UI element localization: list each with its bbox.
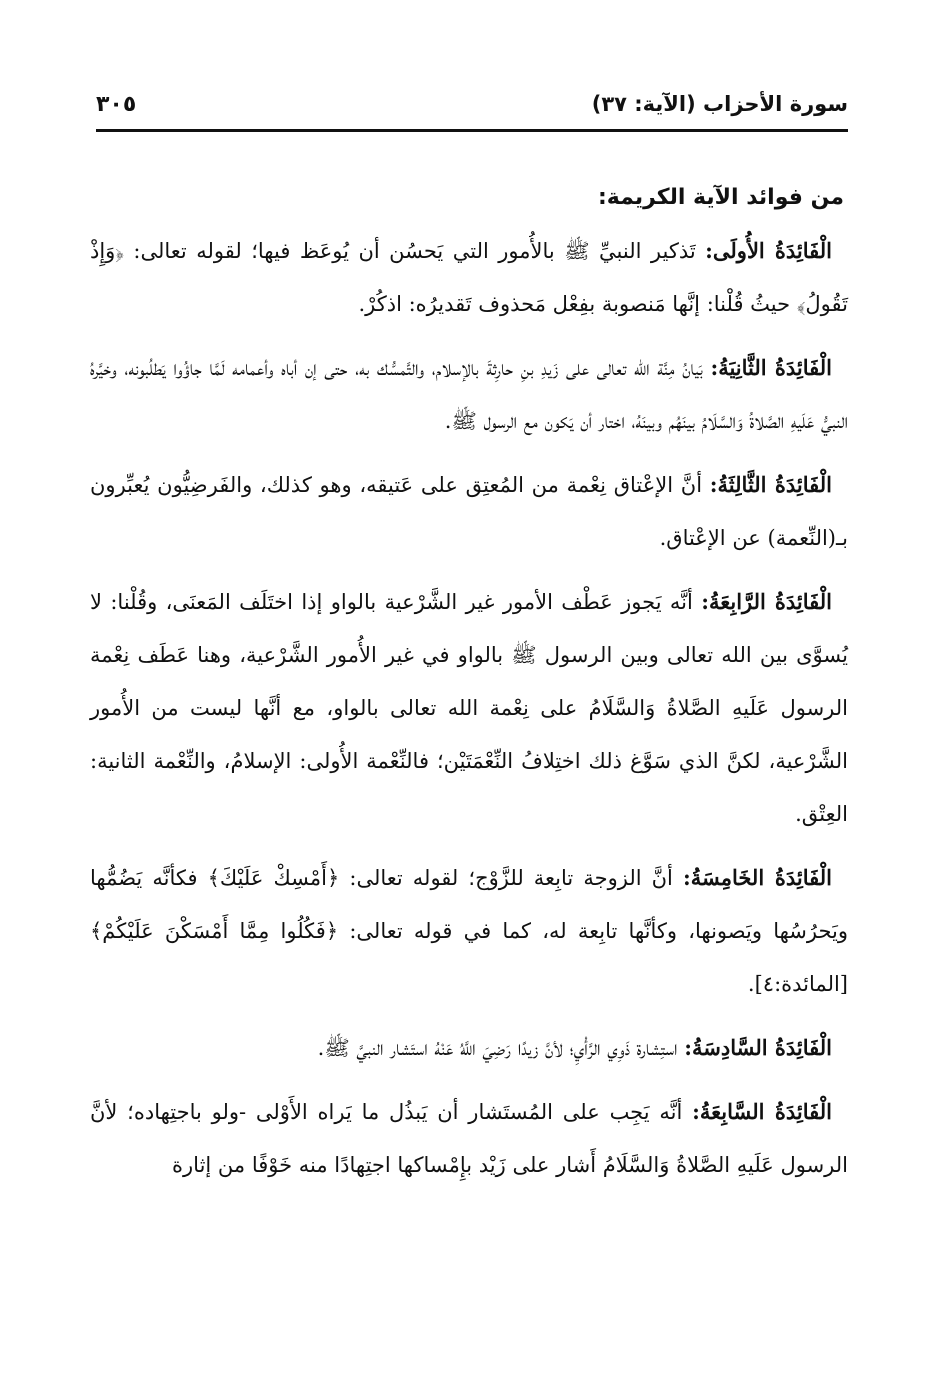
page-number: ٣٠٥ — [96, 92, 137, 117]
page-body — [90, 178, 848, 1202]
benefit-3-label: الْفَائِدَةُ الثَّالِثَةُ: — [709, 472, 832, 497]
running-title: سورة الأحزاب (الآية: ٣٧) — [591, 92, 848, 116]
benefit-4-label: الْفَائِدَةُ الرَّابِعَةُ: — [701, 589, 833, 614]
benefit-1-paragraph — [90, 224, 848, 331]
benefit-6-paragraph — [90, 1021, 848, 1075]
benefit-6-label: الْفَائِدَةُ السَّادِسَةُ: — [684, 1035, 832, 1060]
benefit-5-label: الْفَائِدَةُ الخَامِسَةُ: — [682, 865, 832, 890]
benefit-5-text: أنَّ الزوجة تابِعة للزَّوْج؛ لقوله تعالى: ﴿أَمْسِكْ عَلَيْكَ﴾ فكأنَّه يَضُمُّها ويَحرُسُها ويَصونها، وكأنَّها تابِعة له، كما في قوله تعالى: ﴿فَكُلُوا مِمَّا أَمْسَكْنَ عَلَيْكُمْ﴾ [المائدة:٤]. — [90, 866, 848, 996]
benefit-2-paragraph — [90, 341, 848, 448]
page-header — [96, 92, 848, 128]
header-rule — [96, 129, 848, 132]
benefit-4-paragraph — [90, 575, 848, 841]
section-heading: من فوائد الآية الكريمة: — [597, 185, 844, 210]
benefit-6-text: استِشارة ذَوِي الرَّأْيِ؛ لأنَّ زيدًا رَضِيَ اللَّهُ عَنْهُ استَشار النبيَّ ﷺ. — [317, 1036, 685, 1060]
benefit-7-paragraph — [90, 1085, 848, 1192]
benefit-2-label: الْفَائِدَةُ الثَّانِيَةُ: — [710, 355, 832, 380]
benefit-7-label: الْفَائِدَةُ السَّابِعَةُ: — [692, 1099, 832, 1124]
benefit-1-text: تَذكير النبيِّ ﷺ بالأُمور التي يَحسُن أن يُوعَظ فيها؛ لقوله تعالى: ﴿وَإِذْ تَقُولُ﴾ حيثُ قُلْنا: إنَّها مَنصوبة بفِعْل مَحذوف تَقديرُه: اذكُرْ. — [90, 239, 848, 316]
benefit-1-label: الْفَائِدَةُ الأُولَى: — [705, 238, 832, 263]
benefit-3-paragraph — [90, 458, 848, 565]
benefit-7-text: أنَّه يَجِب على المُستَشار أن يَبذُل ما يَراه الأَوْلى -ولو باجتِهاده؛ لأنَّ الرسول عَلَيهِ الصَّلاةُ وَالسَّلَامُ أَشار على زَيْد بإِمْساكها اجتِهادًا منه خَوْفًا من إثارة — [90, 1100, 848, 1177]
benefit-5-paragraph — [90, 851, 848, 1011]
benefit-3-text: أنَّ الإعْتاق نِعْمة من المُعتِق على عَتيقه، وهو كذلك، والفَرضِيُّون يُعبِّرون بـ(النِّعمة) عن الإعْتاق. — [90, 473, 848, 550]
benefit-2-text: بَيانُ مِنَّة الله تعالى على زَيدِ بنِ حارِثةَ بالإسلام، والتَّمسُّك به، حتى إن أباه وأعمامه لَمَّا جاؤُوا يَطلُبونه، وخيَّرهُ النبيُّ عَلَيهِ الصَّلاةُ وَالسَّلَامُ بينَهُم وبينَهُ، اختار أن يَكون مع الرسول ﷺ. — [90, 356, 848, 433]
benefit-4-text: أنَّه يَجوز عَطْف الأمور غير الشَّرْعية بالواو إذا اختَلَف المَعنَى، وقُلْنا: لا يُسوَّى بين الله تعالى وبين الرسول ﷺ بالواو في غير الأُمور الشَّرْعية، وهنا عَطَف نِعْمة الرسول عَلَيهِ الصَّلاةُ وَالسَّلَامُ على نِعْمة الله تعالى بالواو، مع أنَّها ليست من الأُمور الشَّرْعية، لكنَّ الذي سَوَّغ ذلك اختِلافُ النِّعْمَتَيْن؛ فالنِّعْمة الأُولى: الإسلامُ، والنِّعْمة الثانية: العِتْق. — [90, 590, 848, 826]
